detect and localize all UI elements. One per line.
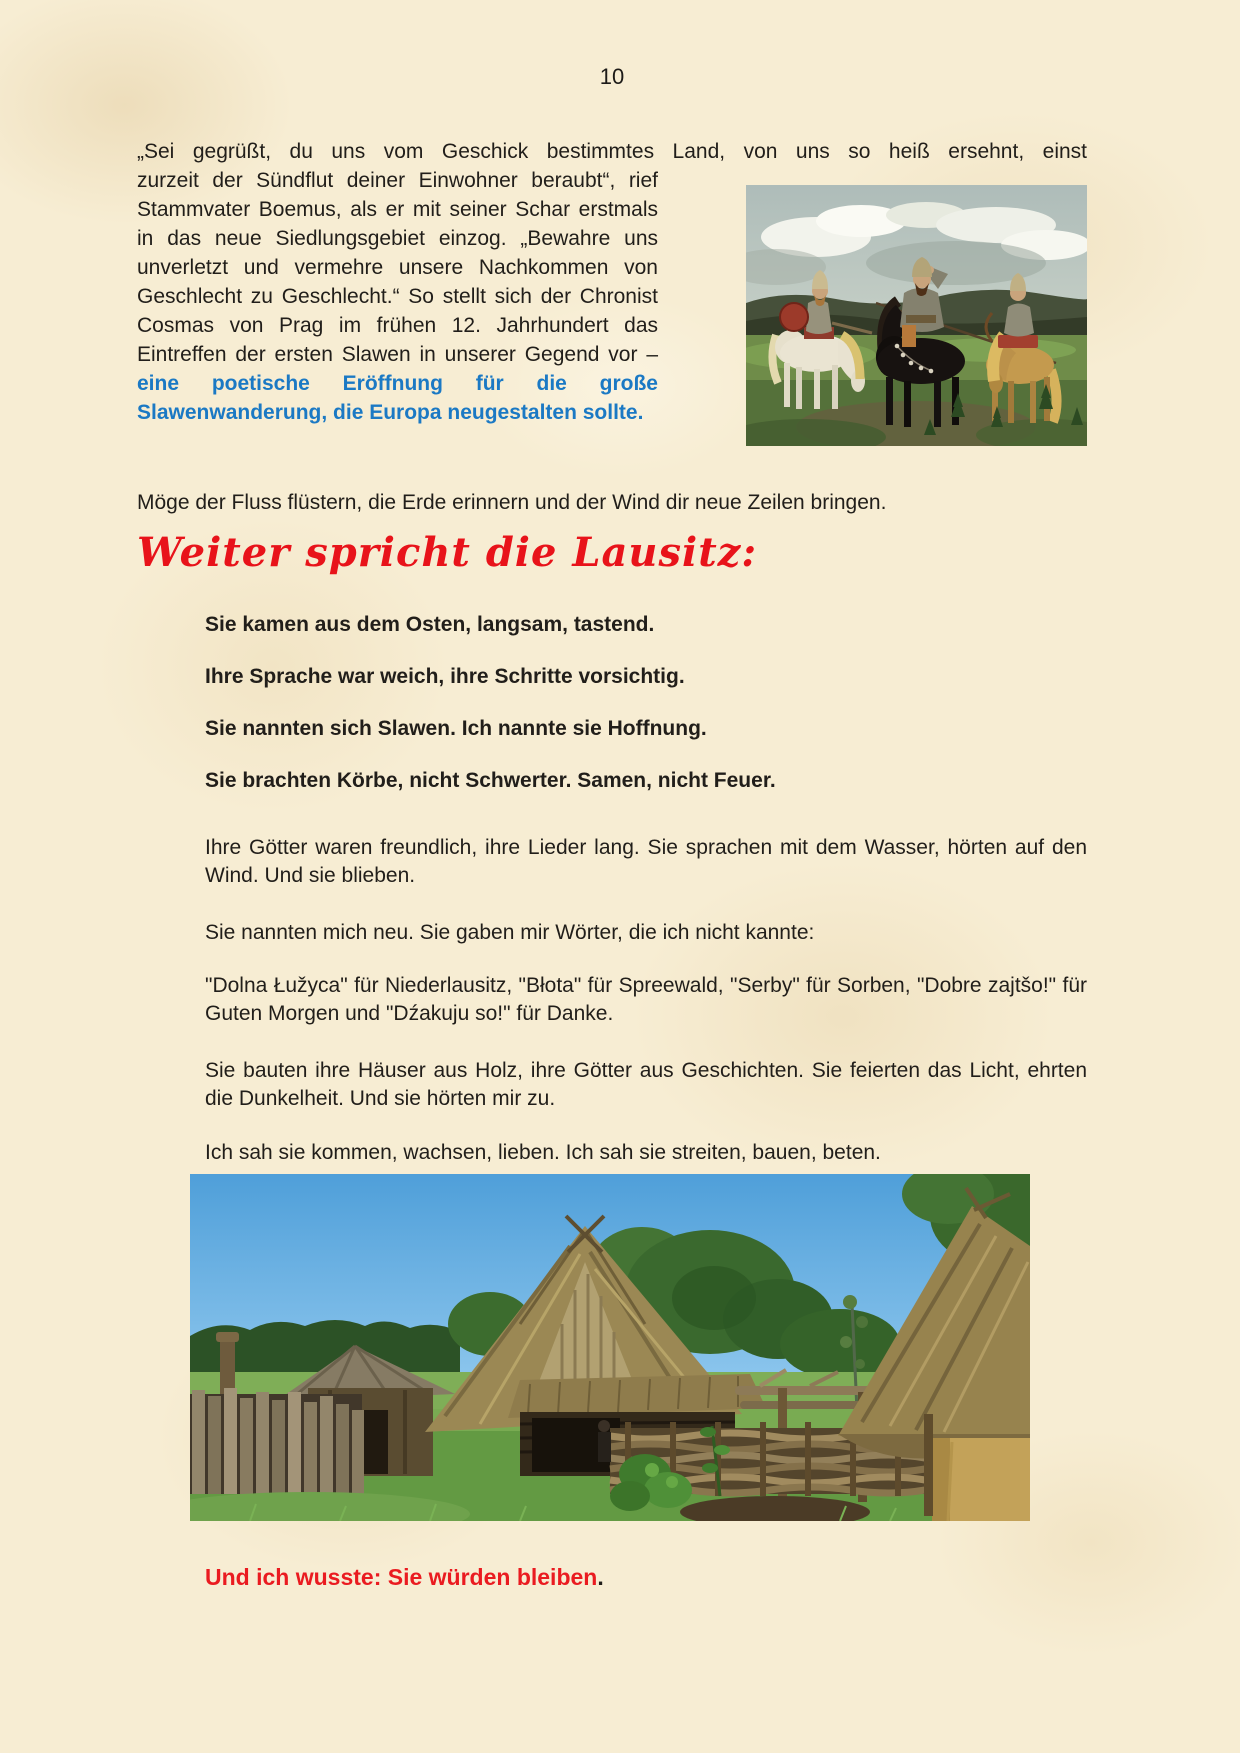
intro-text-black: zurzeit der Sündflut deiner Einwohner beraubt“, rief Stammvater Boemus, als er mit seiner Schar erstmals in das neue Siedlungsgebiet einzog. „Bewahre uns unverletzt und vermehre unsere Nachkommen von Geschlecht zu Geschlecht.“ So stellt sich der Chronist Cosmas von Prag im frühen 12. Jahrhundert das Eintreffen der ersten Slawen in unserer Gegend vor – (137, 169, 658, 366)
closing-line (137, 1562, 1087, 1592)
moege-paragraph: Möge der Fluss flüstern, die Erde erinnern und der Wind dir neue Zeilen bringen. (137, 491, 887, 514)
intro-paragraph-first-line: „Sei gegrüßt, du uns vom Geschick bestimmtes Land, von uns so heiß ersehnt, einst (137, 140, 1087, 163)
verse-line: Sie brachten Körbe, nicht Schwerter. Samen, nicht Feuer. (205, 769, 776, 792)
verse-line: Sie nannten sich Slawen. Ich nannte sie Hoffnung. (205, 717, 707, 740)
section-heading: Weiter spricht die Lausitz: (137, 529, 758, 576)
body-paragraph: "Dolna Łužyca" für Niederlausitz, "Błota" für Spreewald, "Serby" für Sorben, "Dobre zajtšo!" für Guten Morgen und "Dźakuju so!" für Danke. (205, 974, 1087, 1025)
closing-red-text: Und ich wusste: Sie würden bleiben (205, 1564, 598, 1590)
slavic-village-photo (190, 1174, 1030, 1521)
page-number: 10 (599, 64, 625, 89)
verse-line: Sie kamen aus dem Osten, langsam, tastend. (205, 613, 655, 636)
text-column (137, 0, 1087, 1592)
bogatyrs-painting (746, 185, 1087, 446)
verse-line: Ihre Sprache war weich, ihre Schritte vorsichtig. (205, 665, 685, 688)
bogatyrs-painting-illustration (746, 185, 1087, 446)
intro-paragraph (137, 166, 1087, 460)
body-paragraph: Sie bauten ihre Häuser aus Holz, ihre Götter aus Geschichten. Sie feierten das Licht, ehrten die Dunkelheit. Und sie hörten mir zu. (205, 1059, 1087, 1110)
body-paragraph: Sie nannten mich neu. Sie gaben mir Wörter, die ich nicht kannte: (205, 921, 815, 944)
intro-text-blue: eine poetische Eröffnung für die große Slawenwanderung, die Europa neugestalten sollte. (137, 372, 658, 424)
body-paragraph: Ich sah sie kommen, wachsen, lieben. Ich sah sie streiten, bauen, beten. (205, 1141, 881, 1164)
body-paragraph: Ihre Götter waren freundlich, ihre Lieder lang. Sie sprachen mit dem Wasser, hörten auf den Wind. Und sie blieben. (205, 836, 1087, 887)
closing-period: . (597, 1564, 604, 1590)
slavic-village-illustration (190, 1174, 1030, 1521)
